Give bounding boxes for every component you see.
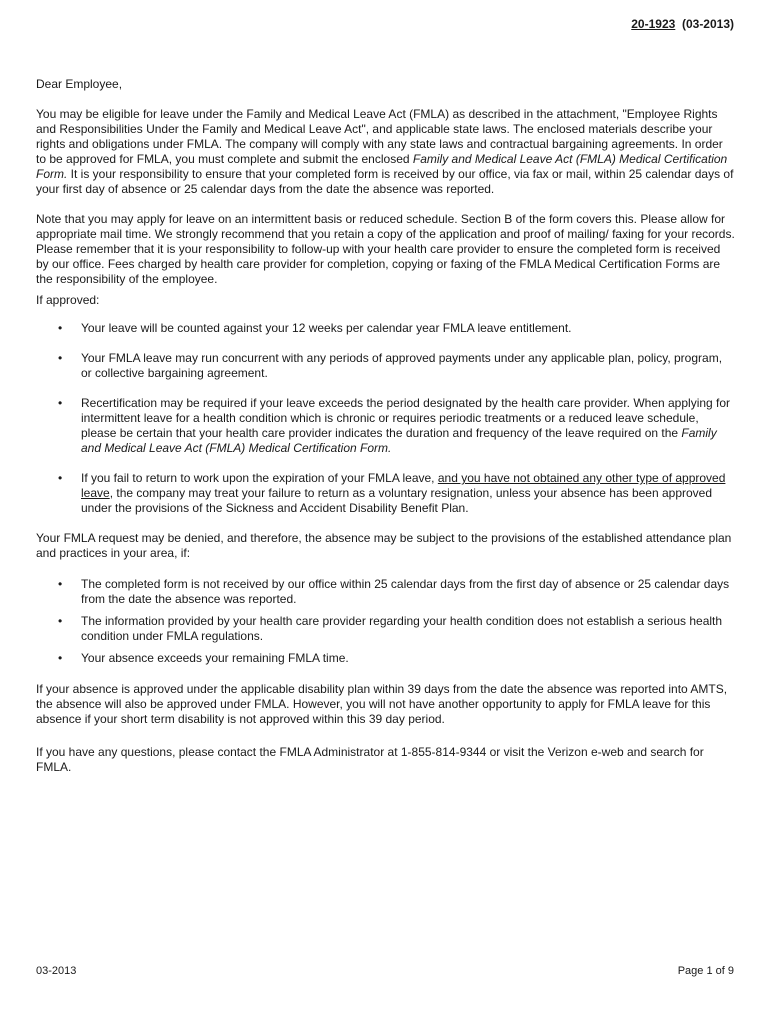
certification-form-title: Family and Medical Leave Act (FMLA) Medical Certification Form. xyxy=(81,426,717,455)
approved-item-1: Your leave will be counted against your 12 weeks per calendar year FMLA leave entitlement. xyxy=(81,321,572,335)
list-item xyxy=(36,651,736,666)
list-item xyxy=(36,351,736,381)
page-number: Page 1 of 9 xyxy=(677,965,734,977)
certification-form-title: Family and Medical Leave Act (FMLA) Medical Certification Form. xyxy=(36,152,728,181)
bullet-icon: • xyxy=(58,321,63,335)
denied-intro-paragraph: Your FMLA request may be denied, and therefore, the absence may be subject to the provisions of the established attendance plan and practices in your area, if: xyxy=(36,531,732,560)
form-identifier xyxy=(631,17,734,31)
form-date: (03-2013) xyxy=(681,17,734,31)
list-item xyxy=(36,321,736,336)
denied-item-3: Your absence exceeds your remaining FMLA time. xyxy=(81,651,349,665)
footer-date: 03-2013 xyxy=(36,965,77,977)
approved-item-4: If you fail to return to work upon the expiration of your FMLA leave, xyxy=(81,471,438,485)
denied-list xyxy=(36,577,736,666)
contact-paragraph: If you have any questions, please contact the FMLA Administrator at 1-855-814-9344 or visit the Verizon e-web and search for FMLA. xyxy=(36,745,704,774)
approved-list xyxy=(36,321,736,516)
letter-body xyxy=(36,77,736,775)
approved-leave-emphasis: and you have not obtained any other type of approved leave xyxy=(81,471,726,500)
intro-text-a: You may be eligible for leave under the Family and Medical Leave Act (FMLA) as described in the attachment, "Employee Rights and Responsibilities Under the Family and Medical Leave Act", and applicable state laws. The enclosed materials describe your rights and obligations under FMLA. The company will comply with any state laws and contractual bargaining agreements. In order to be approved for FMLA, you must complete and submit the enclosed xyxy=(36,107,723,166)
list-item xyxy=(36,471,736,516)
denied-item-2: The information provided by your health care provider regarding your health condition does not establish a serious health condition under FMLA regulations. xyxy=(81,614,723,643)
disability-paragraph: If your absence is approved under the applicable disability plan within 39 days from the date the absence was reported into AMTS, the absence will also be approved under FMLA. However, you will not have another opportunity to apply for FMLA leave for this absence if your short term disability is not approved within this 39 day period. xyxy=(36,682,728,726)
bullet-icon: • xyxy=(58,614,63,628)
bullet-icon: • xyxy=(58,396,63,410)
bullet-icon: • xyxy=(58,577,63,591)
denied-item-1: The completed form is not received by our office within 25 calendar days from the first day of absence or 25 calendar days from the date the absence was reported. xyxy=(81,577,730,606)
form-number: 20-1923 xyxy=(631,17,676,31)
list-item xyxy=(36,396,736,456)
intro-text-b: It is your responsibility to ensure that your completed form is received by our office, via fax or mail, within 25 calendar days of your first day of absence or 25 calendar days from the date the absence was reported. xyxy=(36,167,734,196)
bullet-icon: • xyxy=(58,351,63,365)
list-item xyxy=(36,577,736,607)
intro-paragraph xyxy=(36,107,736,197)
approved-item-2: Your FMLA leave may run concurrent with any periods of approved payments under any applicable plan, policy, program, or collective bargaining agreement. xyxy=(81,351,723,380)
greeting: Dear Employee, xyxy=(36,77,123,91)
list-item xyxy=(36,614,736,644)
approved-item-4-rest: , the company may treat your failure to return as a voluntary resignation, unless your absence has been approved under the provisions of the Sickness and Accident Disability Benefit Plan. xyxy=(81,486,713,515)
approved-item-3: Recertification may be required if your leave exceeds the period designated by the health care provider. When applying for intermittent leave for a health condition which is chronic or requires periodic treatments or a reduced leave schedule, please be certain that your health care provider indicates the duration and frequency of the leave required on the xyxy=(81,396,731,440)
intermittent-paragraph: Note that you may apply for leave on an intermittent basis or reduced schedule. Section B of the form covers this. Please allow for appropriate mail time. We strongly recommend that you retain a copy of the application and proof of mailing/ faxing for your records. Please remember that it is your responsibility to follow-up with your health care provider to ensure the completed form is received by our office. Fees charged by health care provider for completion, copying or faxing of the FMLA Medical Certification Forms are the responsibility of the employee. xyxy=(36,212,735,286)
bullet-icon: • xyxy=(58,651,63,665)
if-approved-heading: If approved: xyxy=(36,293,100,307)
bullet-icon: • xyxy=(58,471,63,485)
